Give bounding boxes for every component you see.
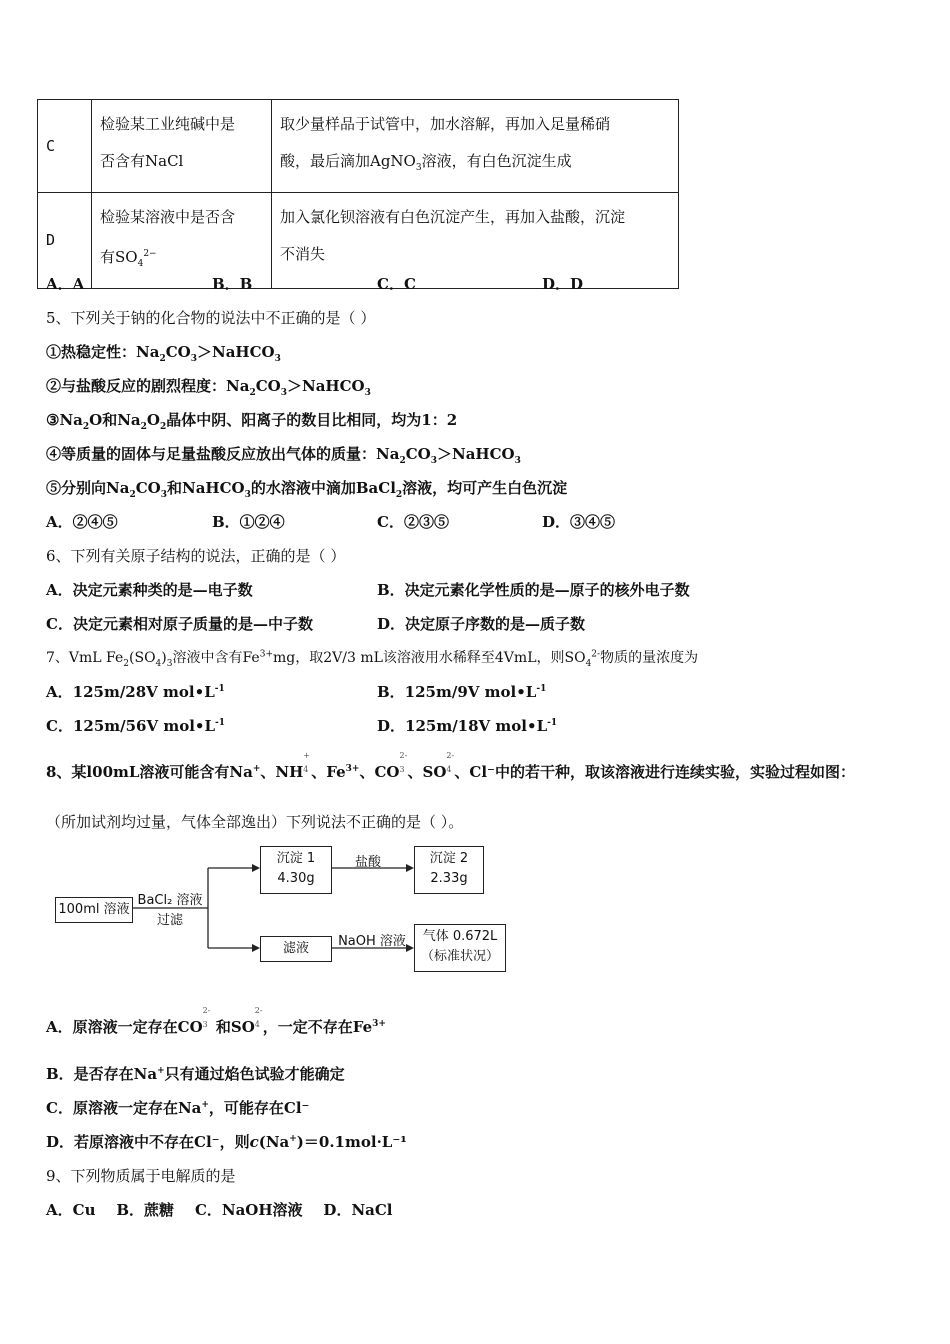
filtrate-box: 滤液 — [260, 936, 332, 962]
start-solution-box: 100ml 溶液 — [55, 897, 133, 923]
q6-option-d: D．决定原子序数的是—质子数 — [377, 615, 586, 633]
method-text: 溶液，有白色沉淀生成 — [421, 152, 572, 170]
row-key: D — [38, 193, 92, 289]
q8-option-d: D．若原溶液中不存在Cl⁻，则c(Na+)＝0.1mol·L⁻¹ — [46, 1133, 407, 1151]
gas-box: 气体 0.672L （标准状况） — [414, 924, 506, 972]
q5-statement-3: $③Na_2O$和$Na_2O_2$晶体中阴、阳离子的数目比相同，均为1：2 — [46, 411, 458, 432]
method-cell — [272, 193, 679, 289]
purpose-cell — [92, 100, 272, 193]
q5-option-a: A．②④⑤ — [46, 513, 118, 531]
method-text: 酸，最后滴加AgNO — [280, 152, 416, 170]
q4-option-b: B．B — [212, 275, 253, 293]
method-cell — [272, 100, 679, 193]
q5-option-c: C．②③⑤ — [377, 513, 449, 531]
q5-option-d: D．③④⑤ — [542, 513, 616, 531]
option-table — [37, 99, 679, 289]
precipitate-1-box: 沉淀 1 4.30g — [260, 846, 332, 894]
q9-options: A．Cu B．蔗糖 C．NaOH溶液 D．NaCl — [46, 1201, 393, 1219]
q7-option-b: B．125m/9V $mol•L^{-1}$ — [377, 683, 547, 701]
q8-stem: 8、某l00mL溶液可能含有Na+、NH + 4 、$Fe^{3+}$、CO 2- 3 、SO 2- 4 、Cl⁻中的若干种，取该溶液进行连续实验，实验过程如图： — [46, 751, 855, 781]
method-line — [280, 143, 670, 187]
row-key: C — [38, 100, 92, 193]
method-line: 加入氯化钡溶液有白色沉淀产生，再加入盐酸，沉淀 — [280, 208, 626, 226]
q5-statement-2: ②与盐酸反应的剧烈程度：$Na_2CO_3>NaHCO_3$ — [46, 377, 371, 398]
purpose-line: 检验某溶液中是否含 — [100, 208, 236, 226]
q7-option-a: A．125m/28V $mol•L^{-1}$ — [46, 683, 225, 701]
subscript: 3 — [415, 163, 422, 173]
q4-option-d: D．D — [542, 275, 584, 293]
method-line: 取少量样品于试管中，加水溶解，再加入足量稀硝 — [280, 115, 611, 133]
purpose-line: 检验某工业纯碱中是 — [100, 115, 236, 133]
method-line: 不消失 — [280, 245, 326, 263]
superscript: 2− — [143, 249, 157, 259]
purpose-text: 有SO — [100, 248, 138, 266]
acid-label: 盐酸 — [354, 855, 381, 870]
q4-option-a: A．A — [46, 275, 85, 293]
q9-stem: 9、下列物质属于电解质的是 — [46, 1167, 236, 1185]
precipitate-2-box: 沉淀 2 2.33g — [414, 846, 484, 894]
q5-statement-4: ④等质量的固体与足量盐酸反应放出气体的质量：$Na_2CO_3>NaHCO_3$ — [46, 445, 521, 466]
reagent-label: BaCl₂ 溶液 — [137, 893, 203, 908]
naoh-label: NaOH 溶液 — [338, 934, 406, 949]
q6-option-a: A．决定元素种类的是—电子数 — [46, 581, 253, 599]
filter-label: 过滤 — [156, 913, 183, 928]
q5-stem: 5、下列关于钠的化合物的说法中不正确的是（ ） — [46, 309, 376, 327]
q5-option-b: B．①②④ — [212, 513, 285, 531]
q6-stem: 6、下列有关原子结构的说法，正确的是（ ） — [46, 547, 346, 565]
q7-option-d: D．125m/18V $mol•L^{-1}$ — [377, 717, 558, 735]
q6-option-b: B．决定元素化学性质的是—原子的核外电子数 — [377, 581, 690, 599]
q8-option-b: B．是否存在Na+只有通过焰色试验才能确定 — [46, 1065, 345, 1083]
q8-option-a: A．原溶液一定存在CO 2- 3 和SO 2- 4 ，一定不存在$Fe^{3+}$ — [46, 1006, 386, 1036]
table-row — [38, 100, 679, 193]
q8-option-c: C．原溶液一定存在Na+，可能存在Cl⁻ — [46, 1099, 310, 1117]
purpose-line: 否含有NaCl — [100, 152, 184, 170]
q4-option-c: C．C — [377, 275, 416, 293]
q7-option-c: C．125m/56V $mol•L^{-1}$ — [46, 717, 226, 735]
q5-statement-5: ⑤分别向$Na_2CO_3$和NaHCO$_3$的水溶液中滴加BaCl$_2$溶液，均可产生白色沉淀 — [46, 479, 568, 500]
q7-stem: 7、VmL $Fe_2(SO_4)_3$溶液中含有$Fe^{3+}mg$，取2V/3 mL该溶液用水稀释至4VmL，则$SO_4^{2-}$物质的量浓度为 — [46, 649, 699, 669]
q6-option-c: C．决定元素相对原子质量的是—中子数 — [46, 615, 313, 633]
q8-stem-2: （所加试剂均过量，气体全部逸出）下列说法不正确的是（ ）。 — [46, 813, 464, 831]
subscript: 4 — [137, 259, 144, 269]
q5-statement-1: ①热稳定性：$Na_2CO_3>NaHCO_3$ — [46, 343, 281, 364]
